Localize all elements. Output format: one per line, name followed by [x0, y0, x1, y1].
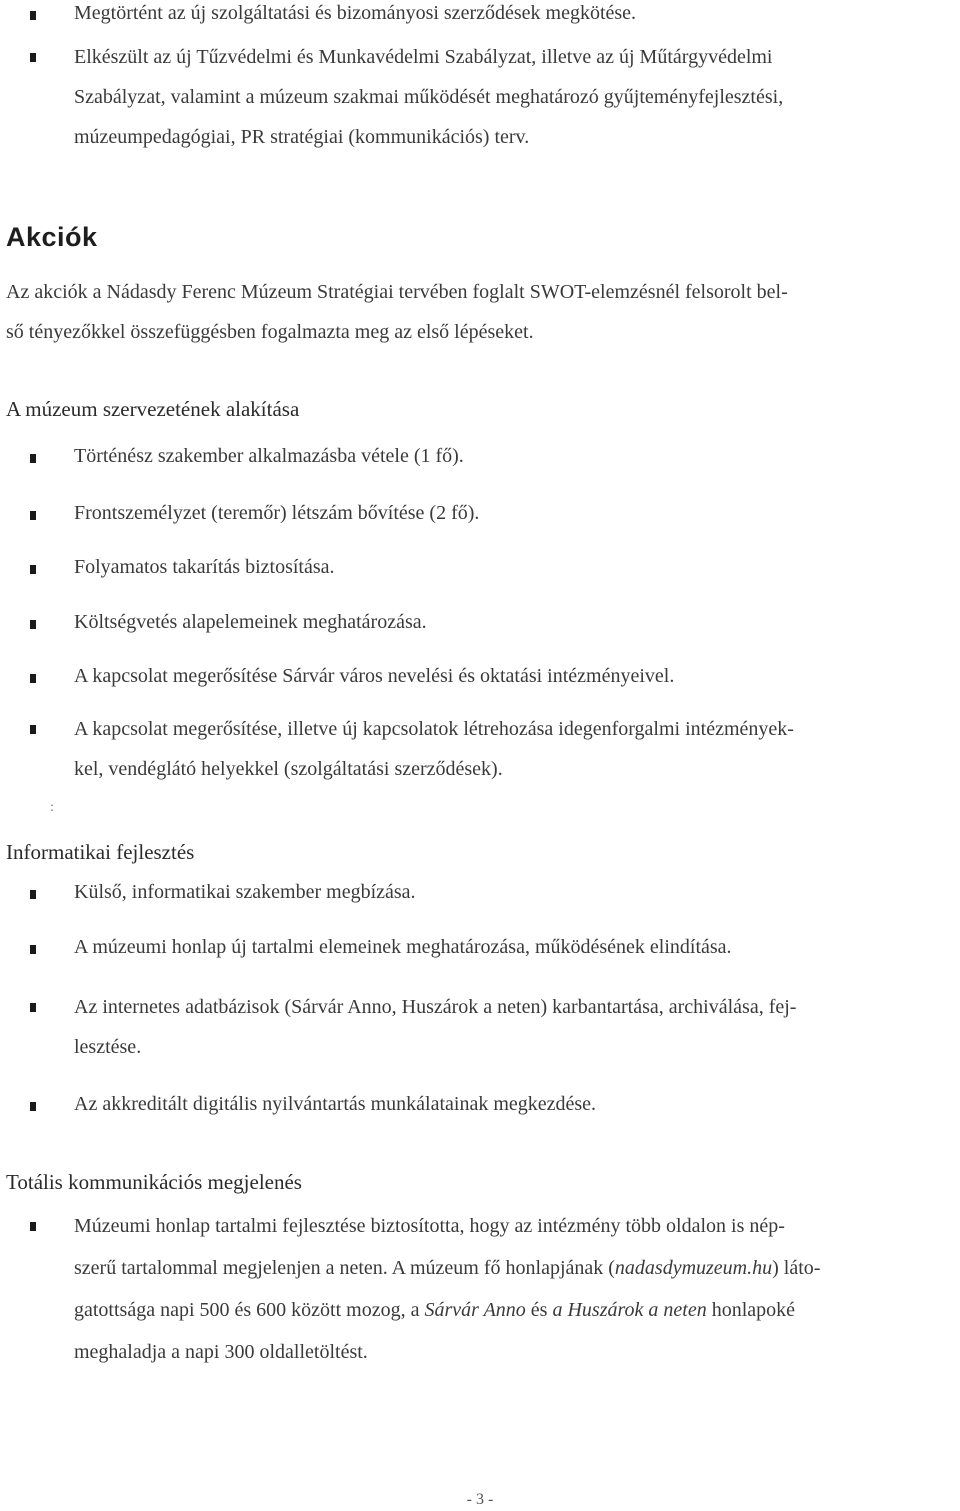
text-line: lesztése. [74, 1036, 142, 1058]
bullet-marker [30, 890, 36, 899]
list-item-text [74, 1205, 940, 1373]
bullet-marker [30, 725, 36, 734]
bullet-marker [30, 565, 36, 574]
bullet-marker [30, 1102, 36, 1111]
bullet-marker [30, 1003, 36, 1012]
list-item-text [74, 1093, 940, 1116]
text-line: Megtörtént az új szolgáltatási és bizományosi szerződések megkötése. [74, 2, 637, 24]
subheading-kommunikacio: Totális kommunikációs megjelenés [6, 1170, 302, 1194]
bullet-marker [30, 11, 36, 20]
bullet-marker [30, 53, 36, 62]
list-item-text [74, 556, 940, 579]
section-heading-akciok: Akciók [6, 222, 98, 252]
list-item-text [74, 37, 940, 157]
text-line: Az internetes adatbázisok (Sárvár Anno, Huszárok a neten) karbantartása, archiválása, fej- [74, 996, 797, 1018]
list-item-text [74, 2, 940, 25]
list-item-text [74, 936, 940, 959]
text-line: Az akkreditált digitális nyilvántartás munkálatainak megkezdése. [74, 1093, 597, 1115]
list-item-text [74, 611, 940, 634]
list-item-text [74, 502, 940, 525]
text-line [74, 1247, 940, 1289]
intro-paragraph [6, 272, 788, 352]
page-number: - 3 - [466, 1491, 494, 1508]
site-name-sarvar-anno: Sárvár Anno [424, 1299, 526, 1321]
text-fragment: gatottsága napi 500 és 600 között mozog, a [74, 1299, 425, 1321]
text-line: Múzeumi honlap tartalmi fejlesztése biztosította, hogy az intézmény több oldalon is nép- [74, 1215, 785, 1237]
list-item-text [74, 445, 940, 468]
text-fragment: és [525, 1299, 553, 1321]
list-item-text [74, 665, 940, 688]
text-line: kel, vendéglátó helyekkel (szolgáltatási szerződések). [74, 758, 503, 780]
text-line: Történész szakember alkalmazásba vétele (1 fő). [74, 445, 464, 467]
text-line [74, 1289, 940, 1331]
text-line: ső tényezőkkel összefüggésben fogalmazta meg az első lépéseket. [6, 321, 534, 343]
text-line: Folyamatos takarítás biztosítása. [74, 556, 335, 578]
bullet-marker [30, 674, 36, 683]
text-fragment: szerű tartalommal megjelenjen a neten. A múzeum fő honlapjának ( [74, 1257, 615, 1279]
subheading-informatika: Informatikai fejlesztés [6, 840, 195, 864]
text-line: A kapcsolat megerősítése, illetve új kapcsolatok létrehozása idegenforgalmi intézmények- [74, 718, 794, 740]
text-line: Frontszemélyzet (teremőr) létszám bővítése (2 fő). [74, 502, 480, 524]
text-fragment: ) láto- [772, 1257, 821, 1279]
text-fragment: honlapoké [706, 1299, 796, 1321]
bullet-marker [30, 620, 36, 629]
bullet-marker [30, 511, 36, 520]
text-line: Külső, informatikai szakember megbízása. [74, 881, 416, 903]
text-line: A múzeumi honlap új tartalmi elemeinek meghatározása, működésének elindítása. [74, 936, 732, 958]
text-line: múzeumpedagógiai, PR stratégiai (kommunikációs) terv. [74, 126, 530, 148]
text-line: Elkészült az új Tűzvédelmi és Munkavédelmi Szabályzat, illetve az új Műtárgyvédelmi [74, 46, 773, 68]
text-line: meghaladja a napi 300 oldalletöltést. [74, 1341, 368, 1363]
text-line: Az akciók a Nádasdy Ferenc Múzeum Stratégiai tervében foglalt SWOT-elemzésnél felsorolt bel- [6, 281, 788, 303]
list-item-text [74, 709, 940, 789]
list-item-text [74, 987, 940, 1067]
homepage-link[interactable]: nadasdymuzeum.hu [614, 1257, 773, 1279]
text-line: A kapcsolat megerősítése Sárvár város nevelési és oktatási intézményeivel. [74, 665, 675, 687]
text-line: Szabályzat, valamint a múzeum szakmai működését meghatározó gyűjteményfejlesztési, [74, 86, 784, 108]
site-name-huszarok: a Huszárok a neten [552, 1299, 707, 1321]
bullet-marker [30, 1222, 36, 1231]
bullet-marker [30, 454, 36, 463]
bullet-marker [30, 945, 36, 954]
stray-mark: : [50, 800, 54, 815]
text-line: Költségvetés alapelemeinek meghatározása. [74, 611, 427, 633]
subheading-szervezet: A múzeum szervezetének alakítása [6, 397, 300, 421]
list-item-text [74, 881, 940, 904]
